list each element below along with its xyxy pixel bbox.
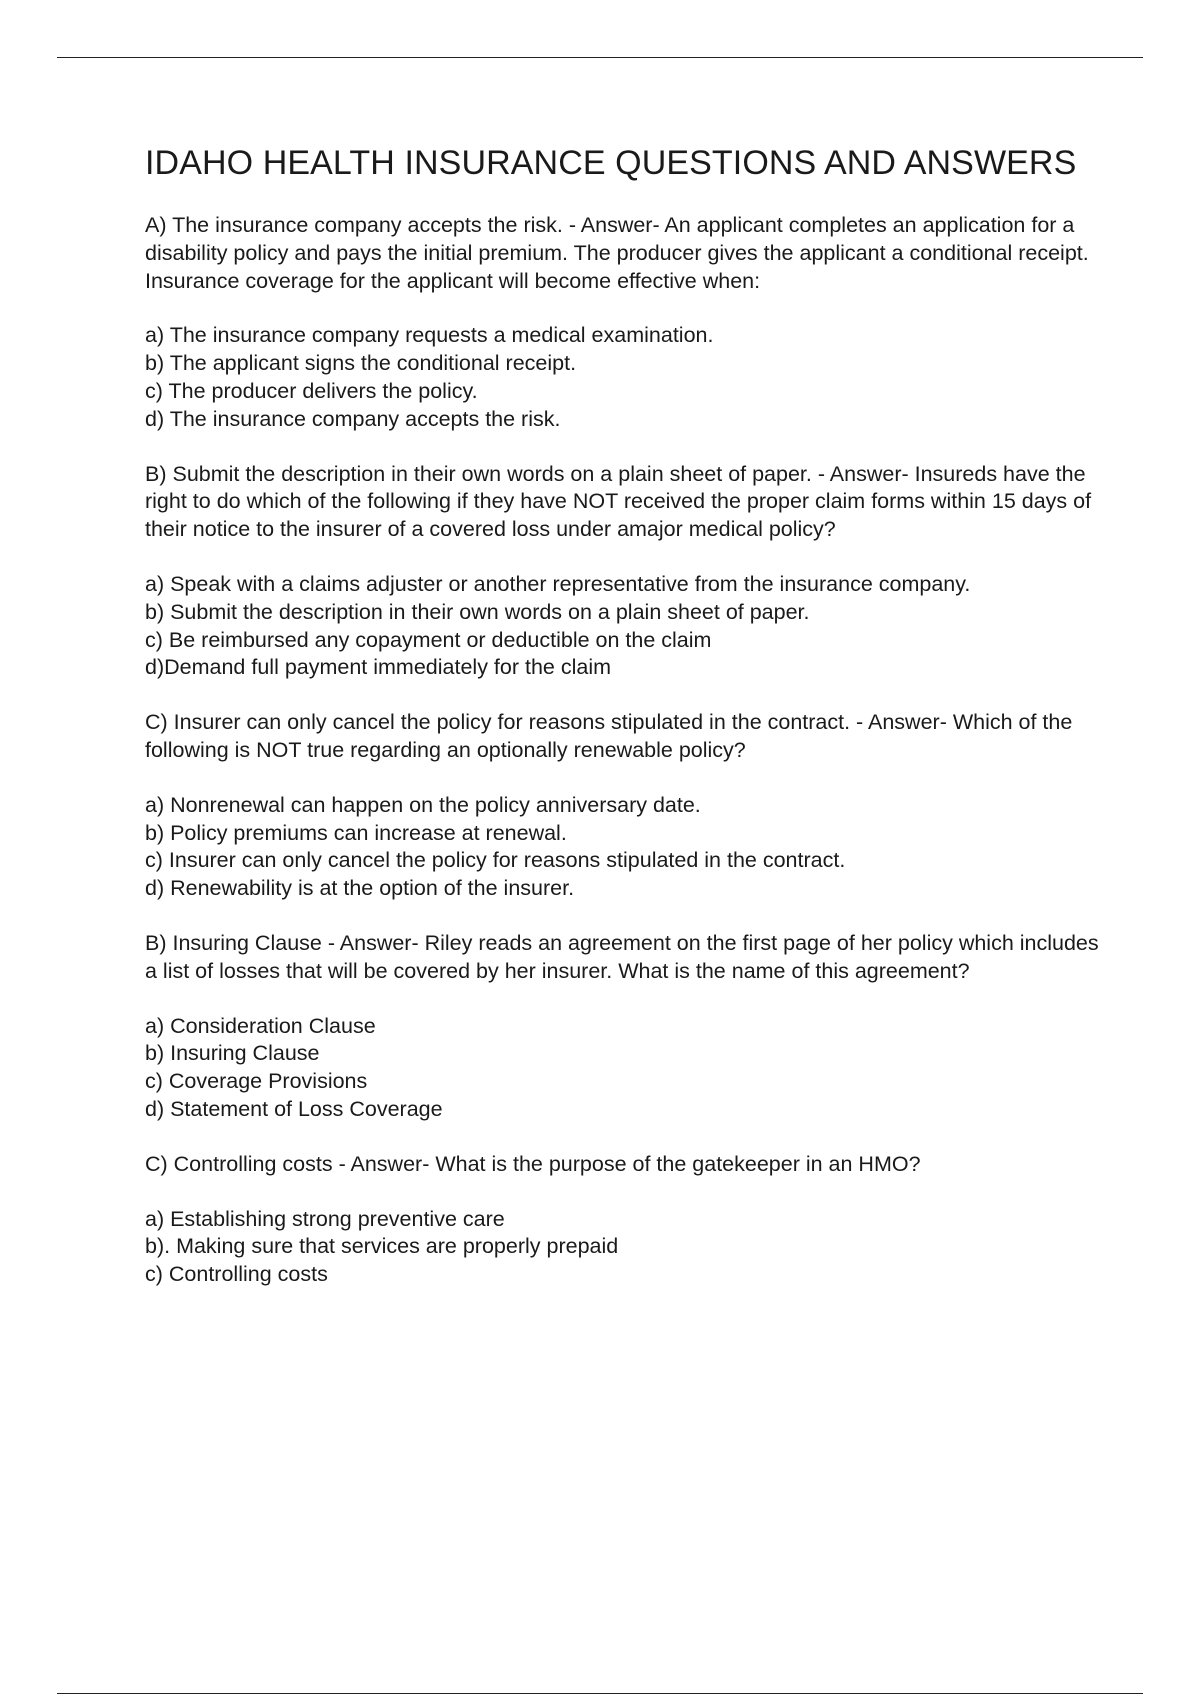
option-a: a) The insurance company requests a medical examination. bbox=[145, 323, 714, 348]
option-b: b). Making sure that services are properly prepaid bbox=[145, 1234, 619, 1259]
option-list bbox=[145, 792, 1105, 903]
option-list bbox=[145, 1206, 1105, 1289]
option-d: d) The insurance company accepts the risk. bbox=[145, 406, 561, 431]
option-d: d) Renewability is at the option of the insurer. bbox=[145, 876, 575, 901]
option-b: b) The applicant signs the conditional receipt. bbox=[145, 351, 577, 376]
question-block-3 bbox=[145, 709, 1105, 903]
option-c: c) Controlling costs bbox=[145, 1262, 328, 1287]
option-a: a) Nonrenewal can happen on the policy anniversary date. bbox=[145, 792, 701, 817]
option-d: d)Demand full payment immediately for the claim bbox=[145, 655, 612, 680]
option-b: b) Submit the description in their own words on a plain sheet of paper. bbox=[145, 599, 810, 624]
question-block-1 bbox=[145, 212, 1105, 434]
question-text: C) Insurer can only cancel the policy for reasons stipulated in the contract. - Answer- Which of the following is NOT true regarding an optionally renewable policy? bbox=[145, 710, 1073, 762]
question-text: B) Insuring Clause - Answer- Riley reads an agreement on the first page of her policy which includes a list of losses that will be covered by her insurer. What is the name of this agreement? bbox=[145, 930, 1099, 983]
option-c: c) Insurer can only cancel the policy for reasons stipulated in the contract. bbox=[145, 848, 846, 873]
option-a: a) Establishing strong preventive care bbox=[145, 1206, 505, 1231]
bottom-rule bbox=[57, 1693, 1143, 1694]
question-block-2 bbox=[145, 461, 1105, 683]
option-b: b) Policy premiums can increase at renewal. bbox=[145, 820, 567, 845]
question-block-5 bbox=[145, 1151, 1105, 1289]
option-list bbox=[145, 322, 1105, 433]
option-c: c) The producer delivers the policy. bbox=[145, 378, 478, 403]
option-c: c) Coverage Provisions bbox=[145, 1069, 368, 1094]
document-title: IDAHO HEALTH INSURANCE QUESTIONS AND ANSWERS bbox=[145, 144, 1077, 182]
question-block-4 bbox=[145, 930, 1105, 1124]
option-c: c) Be reimbursed any copayment or deductible on the claim bbox=[145, 627, 712, 652]
top-rule bbox=[57, 57, 1143, 58]
question-text: A) The insurance company accepts the risk. - Answer- An applicant completes an application for a disability policy and pays the initial premium. The producer gives the applicant a conditional receipt. Insurance coverage for the applicant will become effective when: bbox=[145, 213, 1089, 293]
option-list bbox=[145, 1013, 1105, 1124]
option-list bbox=[145, 571, 1105, 682]
question-text: B) Submit the description in their own words on a plain sheet of paper. - Answer- Insureds have the right to do which of the following if they have NOT received the proper claim forms within 15 days of their notice to the insurer of a covered loss under amajor medical policy? bbox=[145, 461, 1092, 542]
option-d: d) Statement of Loss Coverage bbox=[145, 1096, 443, 1121]
option-a: a) Consideration Clause bbox=[145, 1013, 376, 1038]
option-b: b) Insuring Clause bbox=[145, 1041, 320, 1066]
question-text: C) Controlling costs - Answer- What is the purpose of the gatekeeper in an HMO? bbox=[145, 1151, 921, 1176]
document-body bbox=[145, 142, 1105, 1316]
option-a: a) Speak with a claims adjuster or another representative from the insurance company. bbox=[145, 571, 971, 596]
